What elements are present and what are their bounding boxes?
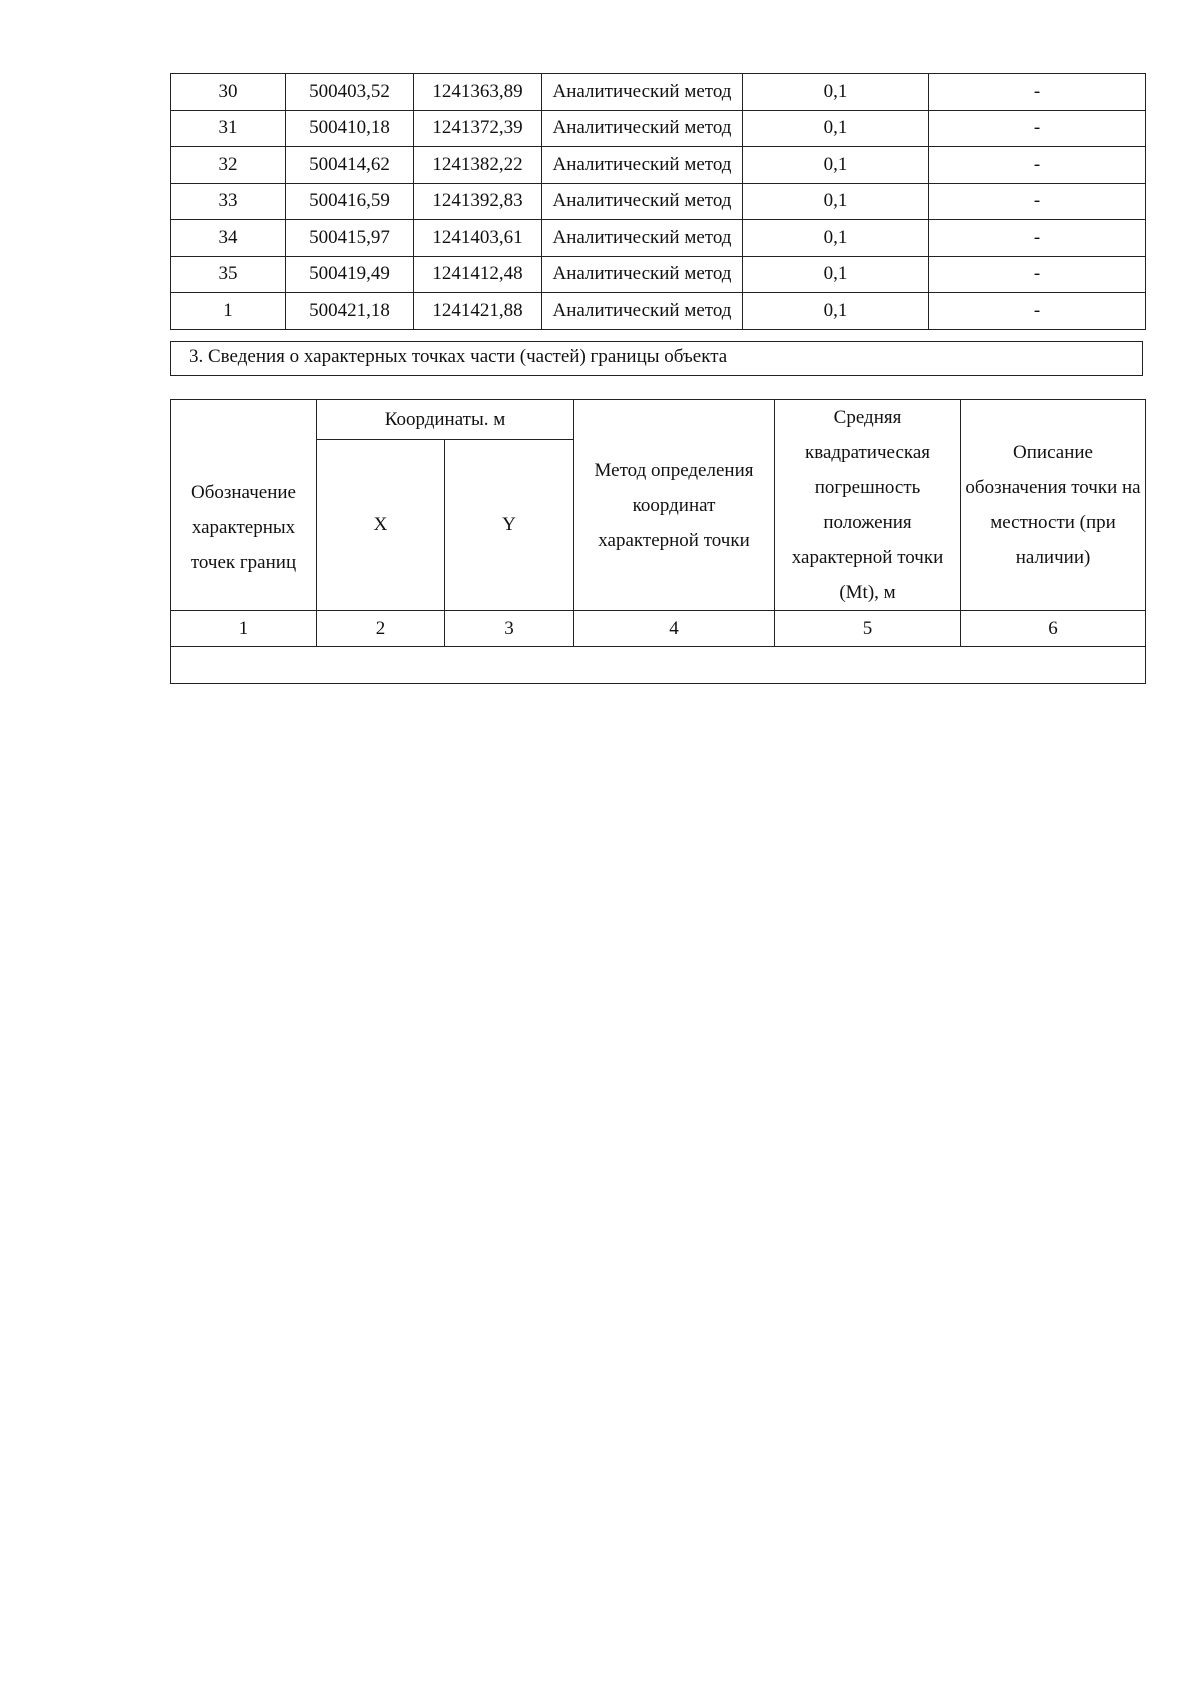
- table-row: [171, 256, 1146, 293]
- cell-method: Аналитический метод: [542, 183, 743, 220]
- table-row: [171, 110, 1146, 147]
- section-3-title: 3. Сведения о характерных точках части (частей) границы объекта: [170, 341, 1143, 376]
- cell-coord-y: 1241382,22: [414, 147, 542, 184]
- cell-accuracy: 0,1: [743, 220, 929, 257]
- table-row: [171, 183, 1146, 220]
- coordinates-table: [170, 73, 1146, 330]
- cell-accuracy: 0,1: [743, 183, 929, 220]
- cell-method: Аналитический метод: [542, 220, 743, 257]
- column-number-5: 5: [775, 611, 961, 647]
- header-designation: Обозначение характерных точек границ: [171, 400, 317, 611]
- cell-coord-x: 500410,18: [286, 110, 414, 147]
- cell-coord-x: 500419,49: [286, 256, 414, 293]
- boundary-parts-table: [170, 399, 1146, 684]
- cell-coord-y: 1241372,39: [414, 110, 542, 147]
- column-number-3: 3: [445, 611, 574, 647]
- table-row: [171, 147, 1146, 184]
- column-number-6: 6: [961, 611, 1146, 647]
- table-row: [171, 220, 1146, 257]
- cell-coord-y: 1241403,61: [414, 220, 542, 257]
- cell-description: -: [929, 110, 1146, 147]
- cell-method: Аналитический метод: [542, 293, 743, 330]
- cell-method: Аналитический метод: [542, 256, 743, 293]
- header-y: Y: [445, 440, 574, 611]
- cell-point-number: 32: [171, 147, 286, 184]
- coordinates-table-body: [171, 74, 1146, 330]
- cell-accuracy: 0,1: [743, 256, 929, 293]
- cell-description: -: [929, 220, 1146, 257]
- cell-coord-x: 500416,59: [286, 183, 414, 220]
- cell-point-number: 34: [171, 220, 286, 257]
- cell-coord-y: 1241412,48: [414, 256, 542, 293]
- table-row: [171, 74, 1146, 111]
- cell-coord-y: 1241363,89: [414, 74, 542, 111]
- cell-coord-y: 1241421,88: [414, 293, 542, 330]
- cell-accuracy: 0,1: [743, 147, 929, 184]
- cell-accuracy: 0,1: [743, 110, 929, 147]
- header-accuracy: Средняя квадратическая погрешность положения характерной точки (Mt), м: [775, 400, 961, 611]
- cell-coord-x: 500403,52: [286, 74, 414, 111]
- cell-coord-x: 500415,97: [286, 220, 414, 257]
- cell-description: -: [929, 256, 1146, 293]
- cell-coord-x: 500421,18: [286, 293, 414, 330]
- cell-coord-x: 500414,62: [286, 147, 414, 184]
- cell-method: Аналитический метод: [542, 74, 743, 111]
- cell-description: -: [929, 147, 1146, 184]
- cell-point-number: 33: [171, 183, 286, 220]
- column-number-1: 1: [171, 611, 317, 647]
- cell-point-number: 30: [171, 74, 286, 111]
- cell-method: Аналитический метод: [542, 147, 743, 184]
- header-coordinates: Координаты. м: [317, 400, 574, 440]
- cell-accuracy: 0,1: [743, 74, 929, 111]
- cell-method: Аналитический метод: [542, 110, 743, 147]
- column-number-4: 4: [574, 611, 775, 647]
- empty-data-row: [171, 647, 1146, 684]
- header-description: Описание обозначения точки на местности (при наличии): [961, 400, 1146, 611]
- cell-description: -: [929, 293, 1146, 330]
- header-x: X: [317, 440, 445, 611]
- cell-coord-y: 1241392,83: [414, 183, 542, 220]
- cell-description: -: [929, 183, 1146, 220]
- header-method: Метод определения координат характерной точки: [574, 400, 775, 611]
- cell-description: -: [929, 74, 1146, 111]
- cell-accuracy: 0,1: [743, 293, 929, 330]
- cell-point-number: 35: [171, 256, 286, 293]
- column-number-2: 2: [317, 611, 445, 647]
- cell-point-number: 31: [171, 110, 286, 147]
- cell-point-number: 1: [171, 293, 286, 330]
- table-row: [171, 293, 1146, 330]
